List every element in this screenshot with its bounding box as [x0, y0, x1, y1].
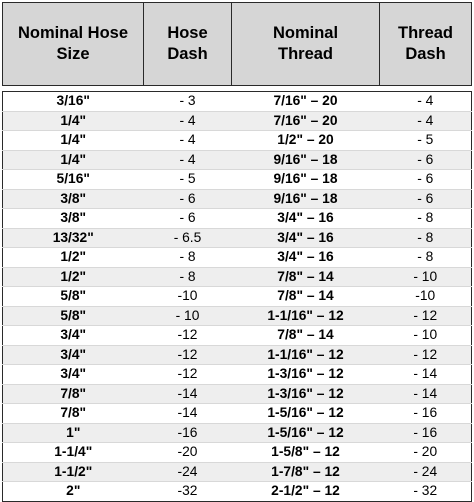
thread-cell: 1/2" – 20 [232, 131, 380, 151]
header-nominal-thread [232, 3, 380, 86]
thread-dash-cell: - 4 [380, 92, 472, 112]
thread-dash-cell: - 6 [380, 170, 472, 190]
thread-dash-cell: - 4 [380, 111, 472, 131]
thread-dash-cell: - 14 [380, 384, 472, 404]
hose-size-cell: 3/8" [3, 189, 144, 209]
thread-dash-cell: - 24 [380, 462, 472, 482]
table-row [3, 287, 472, 307]
header-line: Nominal Hose [17, 24, 129, 42]
table-row [3, 228, 472, 248]
hose-size-cell: 1/2" [3, 248, 144, 268]
thread-dash-cell: - 12 [380, 345, 472, 365]
hose-size-cell: 13/32" [3, 228, 144, 248]
thread-cell: 7/8" – 14 [232, 267, 380, 287]
hose-size-cell: 5/8" [3, 306, 144, 326]
hose-size-cell: 3/4" [3, 345, 144, 365]
header-line: Dash [167, 45, 208, 63]
thread-cell: 3/4" – 16 [232, 248, 380, 268]
thread-dash-cell: - 8 [380, 209, 472, 229]
table-row [3, 306, 472, 326]
header-line: Hose [167, 24, 208, 42]
thread-cell: 1-3/16" – 12 [232, 365, 380, 385]
thread-cell: 3/4" – 16 [232, 209, 380, 229]
hose-dash-cell: -20 [144, 443, 232, 463]
table-row [3, 209, 472, 229]
hose-dash-cell: -10 [144, 287, 232, 307]
thread-cell: 9/16" – 18 [232, 189, 380, 209]
thread-dash-cell: - 14 [380, 365, 472, 385]
thread-cell: 1-5/16" – 12 [232, 404, 380, 424]
table-row [3, 131, 472, 151]
thread-cell: 7/16" – 20 [232, 92, 380, 112]
thread-dash-cell: - 12 [380, 306, 472, 326]
thread-cell: 1-1/16" – 12 [232, 345, 380, 365]
table-row [3, 443, 472, 463]
thread-dash-cell: - 8 [380, 228, 472, 248]
table-row [3, 111, 472, 131]
thread-cell: 1-5/16" – 12 [232, 423, 380, 443]
hose-size-cell: 1/2" [3, 267, 144, 287]
hose-dash-cell: - 8 [144, 267, 232, 287]
hose-size-cell: 1" [3, 423, 144, 443]
thread-cell: 7/8" – 14 [232, 326, 380, 346]
thread-cell: 1-7/8" – 12 [232, 462, 380, 482]
header-nominal-hose-size [3, 3, 144, 86]
header-line: Thread [277, 45, 333, 63]
hose-dash-cell: - 6 [144, 189, 232, 209]
hose-dash-cell: -12 [144, 326, 232, 346]
thread-dash-cell: - 20 [380, 443, 472, 463]
hose-size-cell: 1/4" [3, 150, 144, 170]
hose-size-cell: 3/16" [3, 92, 144, 112]
thread-dash-cell: - 6 [380, 150, 472, 170]
hose-dash-cell: -12 [144, 345, 232, 365]
hose-dash-cell: - 4 [144, 111, 232, 131]
hose-dash-cell: -16 [144, 423, 232, 443]
header-thread-dash [380, 3, 472, 86]
hose-dash-cell: - 6 [144, 209, 232, 229]
hose-dash-cell: -24 [144, 462, 232, 482]
header-line: Size [56, 45, 90, 63]
hose-size-cell: 3/4" [3, 326, 144, 346]
table-row [3, 482, 472, 502]
thread-dash-cell: - 10 [380, 326, 472, 346]
table-row [3, 267, 472, 287]
hose-dash-cell: -14 [144, 404, 232, 424]
table-row [3, 404, 472, 424]
header-hose-dash [144, 3, 232, 86]
hose-dash-cell: -12 [144, 365, 232, 385]
thread-cell: 9/16" – 18 [232, 170, 380, 190]
table-row [3, 365, 472, 385]
header-table [2, 2, 472, 86]
thread-dash-cell: - 8 [380, 248, 472, 268]
hose-size-cell: 1/4" [3, 111, 144, 131]
table-row [3, 248, 472, 268]
thread-cell: 2-1/2" – 12 [232, 482, 380, 502]
thread-dash-cell: - 32 [380, 482, 472, 502]
thread-dash-cell: - 6 [380, 189, 472, 209]
thread-cell: 1-5/8" – 12 [232, 443, 380, 463]
thread-cell: 1-3/16" – 12 [232, 384, 380, 404]
hose-dash-cell: - 8 [144, 248, 232, 268]
hose-dash-cell: -14 [144, 384, 232, 404]
thread-cell: 9/16" – 18 [232, 150, 380, 170]
thread-dash-cell: - 10 [380, 267, 472, 287]
hose-size-cell: 7/8" [3, 384, 144, 404]
hose-size-cell: 5/8" [3, 287, 144, 307]
thread-dash-cell: - 16 [380, 423, 472, 443]
hose-dash-cell: - 10 [144, 306, 232, 326]
hose-dash-cell: - 5 [144, 170, 232, 190]
table-row [3, 462, 472, 482]
header-row [3, 3, 472, 86]
thread-cell: 3/4" – 16 [232, 228, 380, 248]
table-row [3, 92, 472, 112]
header-line: Thread [397, 24, 453, 42]
thread-cell: 7/16" – 20 [232, 111, 380, 131]
hose-dash-cell: -32 [144, 482, 232, 502]
table-row [3, 384, 472, 404]
thread-dash-cell: -10 [380, 287, 472, 307]
thread-cell: 7/8" – 14 [232, 287, 380, 307]
table-row [3, 345, 472, 365]
thread-dash-cell: - 16 [380, 404, 472, 424]
table-row [3, 423, 472, 443]
header-line: Nominal [272, 24, 339, 42]
table-row [3, 189, 472, 209]
thread-dash-cell: - 5 [380, 131, 472, 151]
table-row [3, 326, 472, 346]
hose-dash-cell: - 3 [144, 92, 232, 112]
hose-size-cell: 7/8" [3, 404, 144, 424]
hose-size-cell: 2" [3, 482, 144, 502]
hose-size-cell: 3/8" [3, 209, 144, 229]
hose-size-cell: 1-1/4" [3, 443, 144, 463]
hose-size-cell: 1/4" [3, 131, 144, 151]
header-line: Dash [405, 45, 446, 63]
thread-cell: 1-1/16" – 12 [232, 306, 380, 326]
hose-size-cell: 5/16" [3, 170, 144, 190]
data-table [2, 91, 472, 502]
hose-size-cell: 3/4" [3, 365, 144, 385]
table-row [3, 150, 472, 170]
hose-dash-cell: - 4 [144, 150, 232, 170]
table-row [3, 170, 472, 190]
hose-dash-cell: - 6.5 [144, 228, 232, 248]
hose-dash-cell: - 4 [144, 131, 232, 151]
hose-size-cell: 1-1/2" [3, 462, 144, 482]
